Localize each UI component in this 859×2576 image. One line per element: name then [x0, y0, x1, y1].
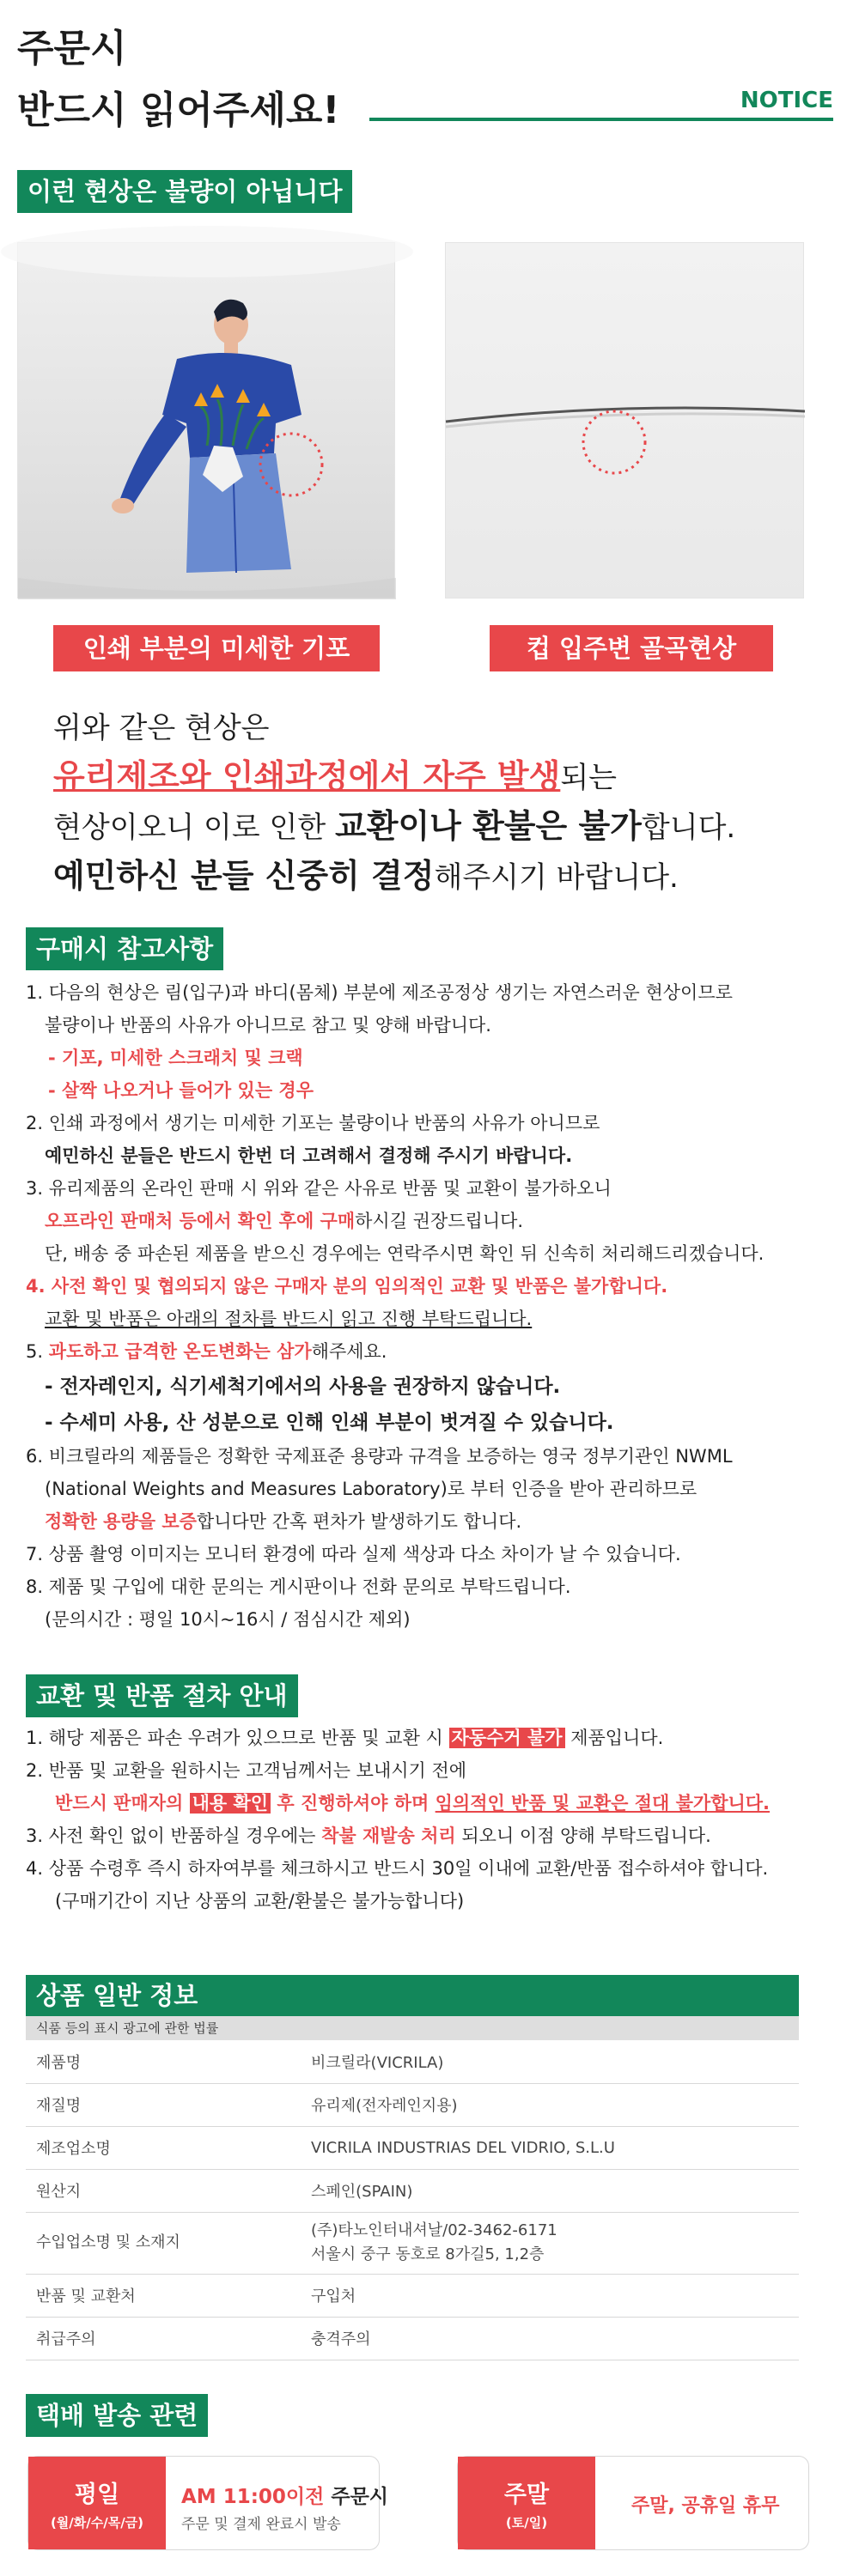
note-number: 5. — [26, 1341, 49, 1362]
exchange-emphasis: 착불 재발송 처리 — [321, 1826, 456, 1846]
note-number: 4. — [26, 1276, 52, 1297]
info-key: 제조업소명 — [26, 2126, 301, 2169]
note-item: 예민하신 분들은 반드시 한번 더 고려해서 결정해 주시기 바랍니다. — [45, 1145, 573, 1166]
note-item: 6. 비크릴라의 제품들은 정확한 국제표준 용량과 규격을 보증하는 영국 정부기관인 NWML — [26, 1446, 733, 1467]
warning-text — [53, 704, 826, 902]
note-item: - 기포, 미세한 스크래치 및 크랙 — [48, 1048, 303, 1068]
weekday-cutoff — [181, 2481, 388, 2509]
exchange-emphasis: 후 진행하셔야 하며 — [271, 1793, 436, 1814]
table-row — [26, 2169, 799, 2212]
exchange-item — [26, 1724, 663, 1750]
info-value: VICRILA INDUSTRIAS DEL VIDRIO, S.L.U — [301, 2126, 799, 2169]
note-item: 7. 상품 촬영 이미지는 모니터 환경에 따라 실제 색상과 다소 차이가 날 수 있습니다. — [26, 1544, 681, 1564]
warning-line-4-c: 해주시기 바랍니다. — [434, 860, 679, 895]
table-row — [26, 2126, 799, 2169]
note-emphasis: 정확한 용량을 보증 — [45, 1511, 197, 1532]
glass-rim-illustration — [446, 243, 805, 599]
weekday-label: 평일 — [74, 2482, 120, 2508]
note-item — [26, 1273, 667, 1298]
photo-caption-bubbles: 인쇄 부분의 미세한 기포 — [53, 625, 380, 671]
note-emphasis: 사전 확인 및 협의되지 않은 구매자 분의 임의적인 교환 및 반품은 불가합니다. — [51, 1276, 668, 1297]
note-item: 2. 인쇄 과정에서 생기는 미세한 기포는 불량이나 반품의 사유가 아니므로 — [26, 1113, 600, 1133]
exchange-text: 제품입니다. — [564, 1728, 664, 1748]
note-item: (문의시간 : 평일 10시~16시 / 점심시간 제외) — [45, 1609, 411, 1630]
note-item: 교환 및 반품은 아래의 절차를 반드시 읽고 진행 부탁드립니다. — [45, 1309, 533, 1329]
shipping-weekday-card — [27, 2456, 389, 2550]
warning-line-3 — [53, 802, 826, 852]
info-key: 재질명 — [26, 2083, 301, 2126]
note-item — [45, 1207, 523, 1233]
exchange-emphasis: 임의적인 반품 및 교환은 절대 불가합니다. — [435, 1793, 771, 1814]
warning-line-1: 위와 같은 현상은 — [53, 711, 270, 745]
info-value-line: (주)타노인터내셔날/02-3462-6171 — [311, 2221, 557, 2239]
weekend-days: (토/일) — [505, 2515, 548, 2530]
note-item: 3. 유리제품의 온라인 판매 시 위와 같은 사유로 반품 및 교환이 불가하오니 — [26, 1178, 612, 1199]
note-item — [45, 1508, 521, 1534]
weekday-cutoff-time: AM 11:00이전 — [181, 2486, 325, 2508]
product-info-subtitle: 식품 등의 표시 광고에 관한 법률 — [26, 2016, 799, 2040]
info-value: 비크릴라(VICRILA) — [301, 2040, 799, 2083]
table-row — [26, 2317, 799, 2360]
note-item: 불량이나 반품의 사유가 아니므로 참고 및 양해 바랍니다. — [45, 1015, 491, 1036]
table-row — [26, 2083, 799, 2126]
photo-glass-rim — [445, 242, 804, 598]
shipping-weekend-card — [457, 2456, 809, 2550]
warning-emphasis-red: 유리제조와 인쇄과정에서 자주 발생 — [53, 757, 561, 795]
warning-line-3-a: 현상이오니 이로 인한 — [53, 811, 336, 845]
info-key: 반품 및 교환처 — [26, 2274, 301, 2317]
section-heading-product-info: 상품 일반 정보 — [26, 1975, 799, 2016]
info-value — [301, 2212, 799, 2274]
weekend-label: 주말 — [503, 2482, 550, 2508]
table-row — [26, 2040, 799, 2083]
info-key: 취급주의 — [26, 2317, 301, 2360]
note-emphasis: 오프라인 판매처 등에서 확인 후에 구매 — [45, 1211, 356, 1231]
note-item: (National Weights and Measures Laboratory)로 부터 인증을 받아 관리하므로 — [45, 1479, 698, 1499]
table-row — [26, 2212, 799, 2274]
exchange-text: 3. 사전 확인 없이 반품하실 경우에는 — [26, 1826, 322, 1846]
section-heading-purchase-notes: 구매시 참고사항 — [26, 927, 223, 970]
warning-line-4 — [53, 852, 826, 902]
note-text: 하시길 권장드립니다. — [355, 1211, 524, 1231]
photo-caption-rim: 컵 입주변 골곡현상 — [490, 625, 773, 671]
table-row — [26, 2274, 799, 2317]
page-title-line1: 주문시 — [17, 27, 127, 70]
info-key: 수입업소명 및 소재지 — [26, 2212, 301, 2274]
printed-glass-illustration — [18, 243, 396, 599]
exchange-item: 2. 반품 및 교환을 원하시는 고객님께서는 보내시기 전에 — [26, 1760, 467, 1781]
exchange-highlight: 내용 확인 — [190, 1793, 271, 1814]
note-item: 8. 제품 및 구입에 대한 문의는 게시판이나 전화 문의로 부탁드립니다. — [26, 1577, 571, 1597]
weekday-note: 주문 및 결제 완료시 발송 — [181, 2516, 341, 2533]
exchange-item — [26, 1822, 711, 1848]
section-heading-not-defect: 이런 현상은 불량이 아닙니다 — [17, 170, 352, 213]
note-item: 단, 배송 중 파손된 제품을 받으신 경우에는 연락주시면 확인 뒤 신속히 처리해드리겠습니다. — [45, 1243, 765, 1264]
warning-line-2-rest: 되는 — [560, 761, 618, 795]
weekday-detail — [176, 2457, 389, 2549]
exchange-emphasis: 반드시 판매자의 — [55, 1793, 190, 1814]
weekend-badge — [458, 2457, 595, 2549]
title-divider — [369, 118, 833, 121]
note-text: 해주세요. — [311, 1341, 387, 1362]
warning-line-2 — [53, 752, 826, 802]
page-header — [17, 17, 842, 137]
note-item: 1. 다음의 현상은 림(입구)과 바디(몸체) 부분에 제조공정상 생기는 자연스러운 현상이므로 — [26, 982, 733, 1003]
weekday-cutoff-text: 주문시 — [324, 2486, 389, 2508]
exchange-text: 되오니 이점 양해 부탁드립니다. — [455, 1826, 711, 1846]
info-value: 충격주의 — [301, 2317, 799, 2360]
weekend-detail — [606, 2457, 808, 2549]
info-value-line: 서울시 중구 동호로 8가길5, 1,2층 — [311, 2245, 545, 2263]
exchange-list — [26, 1724, 842, 1930]
section-heading-shipping: 택배 발송 관련 — [26, 2394, 208, 2437]
info-value: 유리제(전자레인지용) — [301, 2083, 799, 2126]
note-item — [26, 1338, 387, 1364]
warning-line-3-bold: 교환이나 환불은 불가 — [335, 807, 642, 845]
note-emphasis: 과도하고 급격한 온도변화는 삼가 — [48, 1341, 312, 1362]
info-value: 구입처 — [301, 2274, 799, 2317]
exchange-item: (구매기간이 지난 상품의 교환/환불은 불가능합니다) — [55, 1891, 465, 1911]
section-heading-exchange: 교환 및 반품 절차 안내 — [26, 1674, 298, 1717]
warning-line-3-c: 합니다. — [641, 811, 736, 845]
photo-printed-glass — [17, 242, 395, 598]
note-item: - 전자레인지, 식기세척기에서의 사용을 권장하지 않습니다. — [45, 1376, 561, 1398]
weekday-days: (월/화/수/목/금) — [50, 2515, 144, 2530]
info-key: 제품명 — [26, 2040, 301, 2083]
exchange-item: 4. 상품 수령후 즉시 하자여부를 체크하시고 반드시 30일 이내에 교환/반품 접수하셔야 합니다. — [26, 1858, 769, 1879]
info-key: 원산지 — [26, 2169, 301, 2212]
exchange-item — [55, 1789, 770, 1815]
weekend-note: 주말, 공휴일 휴무 — [631, 2495, 780, 2517]
purchase-notes-list — [26, 979, 842, 1666]
product-info-table — [26, 2040, 799, 2360]
warning-line-4-bold: 예민하신 분들 신중히 결정 — [53, 857, 435, 895]
note-item: - 살짝 나오거나 들어가 있는 경우 — [48, 1080, 314, 1101]
note-item: - 수세미 사용, 산 성분으로 인해 인쇄 부분이 벗겨질 수 있습니다. — [45, 1412, 614, 1434]
info-value: 스페인(SPAIN) — [301, 2169, 799, 2212]
notice-label: NOTICE — [740, 88, 833, 113]
note-text: 합니다만 간혹 편차가 발생하기도 합니다. — [196, 1511, 522, 1532]
page-title-line2: 반드시 읽어주세요! — [17, 88, 340, 132]
weekday-badge — [28, 2457, 166, 2549]
exchange-highlight: 자동수거 불가 — [449, 1728, 565, 1748]
exchange-text: 1. 해당 제품은 파손 우려가 있으므로 반품 및 교환 시 — [26, 1728, 449, 1748]
